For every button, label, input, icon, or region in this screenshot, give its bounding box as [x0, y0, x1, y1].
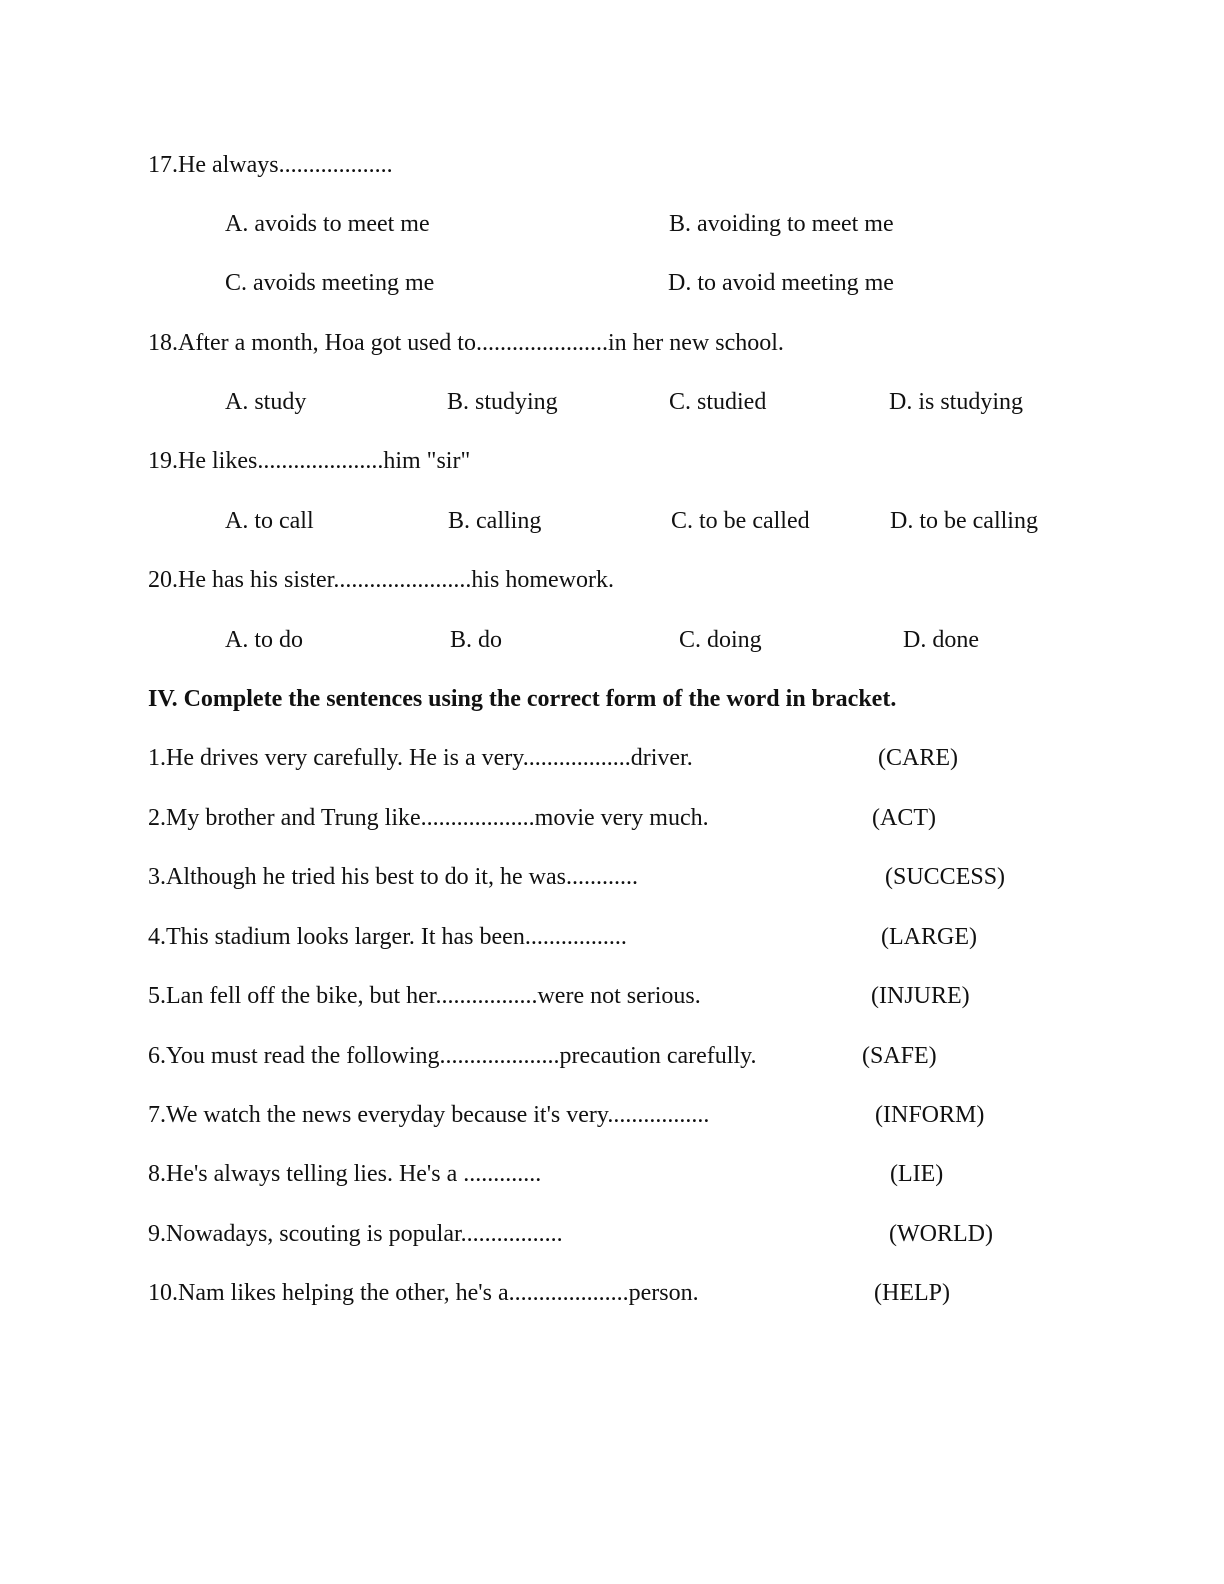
word-form-item-5: 5.Lan fell off the bike, but her.................were not serious. [148, 983, 701, 1009]
section-4-heading: IV. Complete the sentences using the correct form of the word in bracket. [148, 686, 897, 712]
question-18-option-a: A. study [225, 389, 307, 415]
question-20-stem: 20.He has his sister.......................his homework. [148, 567, 614, 593]
question-20-option-a: A. to do [225, 627, 303, 653]
word-form-hint-9: (WORLD) [889, 1221, 993, 1247]
question-17-option-b: B. avoiding to meet me [669, 211, 894, 237]
question-17-option-d: D. to avoid meeting me [668, 270, 894, 296]
question-19-stem: 19.He likes.....................him "sir" [148, 448, 471, 474]
word-form-hint-7: (INFORM) [875, 1102, 985, 1128]
question-17-option-c: C. avoids meeting me [225, 270, 435, 296]
question-20-option-c: C. doing [679, 627, 762, 653]
word-form-item-10: 10.Nam likes helping the other, he's a....................person. [148, 1280, 699, 1306]
question-18-option-b: B. studying [447, 389, 558, 415]
word-form-hint-10: (HELP) [874, 1280, 950, 1306]
question-19-option-c: C. to be called [671, 508, 810, 534]
question-17-stem: 17.He always................... [148, 152, 393, 178]
word-form-hint-2: (ACT) [872, 805, 936, 831]
question-20-option-b: B. do [450, 627, 503, 653]
question-20-option-d: D. done [903, 627, 979, 653]
word-form-hint-6: (SAFE) [862, 1043, 937, 1069]
word-form-item-3: 3.Although he tried his best to do it, he was............ [148, 864, 638, 890]
word-form-item-9: 9.Nowadays, scouting is popular................. [148, 1221, 563, 1247]
word-form-hint-5: (INJURE) [871, 983, 970, 1009]
question-18-stem: 18.After a month, Hoa got used to......................in her new school. [148, 330, 784, 356]
question-19-option-d: D. to be calling [890, 508, 1038, 534]
word-form-hint-4: (LARGE) [881, 924, 977, 950]
question-19-option-a: A. to call [225, 508, 314, 534]
question-18-option-d: D. is studying [889, 389, 1024, 415]
word-form-item-4: 4.This stadium looks larger. It has been................. [148, 924, 627, 950]
word-form-item-2: 2.My brother and Trung like...................movie very much. [148, 805, 709, 831]
word-form-item-6: 6.You must read the following....................precaution carefully. [148, 1043, 757, 1069]
question-19-option-b: B. calling [448, 508, 542, 534]
question-17-option-a: A. avoids to meet me [225, 211, 430, 237]
word-form-hint-3: (SUCCESS) [885, 864, 1006, 890]
word-form-item-7: 7.We watch the news everyday because it's very................. [148, 1102, 710, 1128]
word-form-hint-8: (LIE) [890, 1161, 944, 1187]
word-form-item-8: 8.He's always telling lies. He's a ............. [148, 1161, 542, 1187]
word-form-hint-1: (CARE) [878, 745, 958, 771]
word-form-item-1: 1.He drives very carefully. He is a very..................driver. [148, 745, 693, 771]
question-18-option-c: C. studied [669, 389, 767, 415]
